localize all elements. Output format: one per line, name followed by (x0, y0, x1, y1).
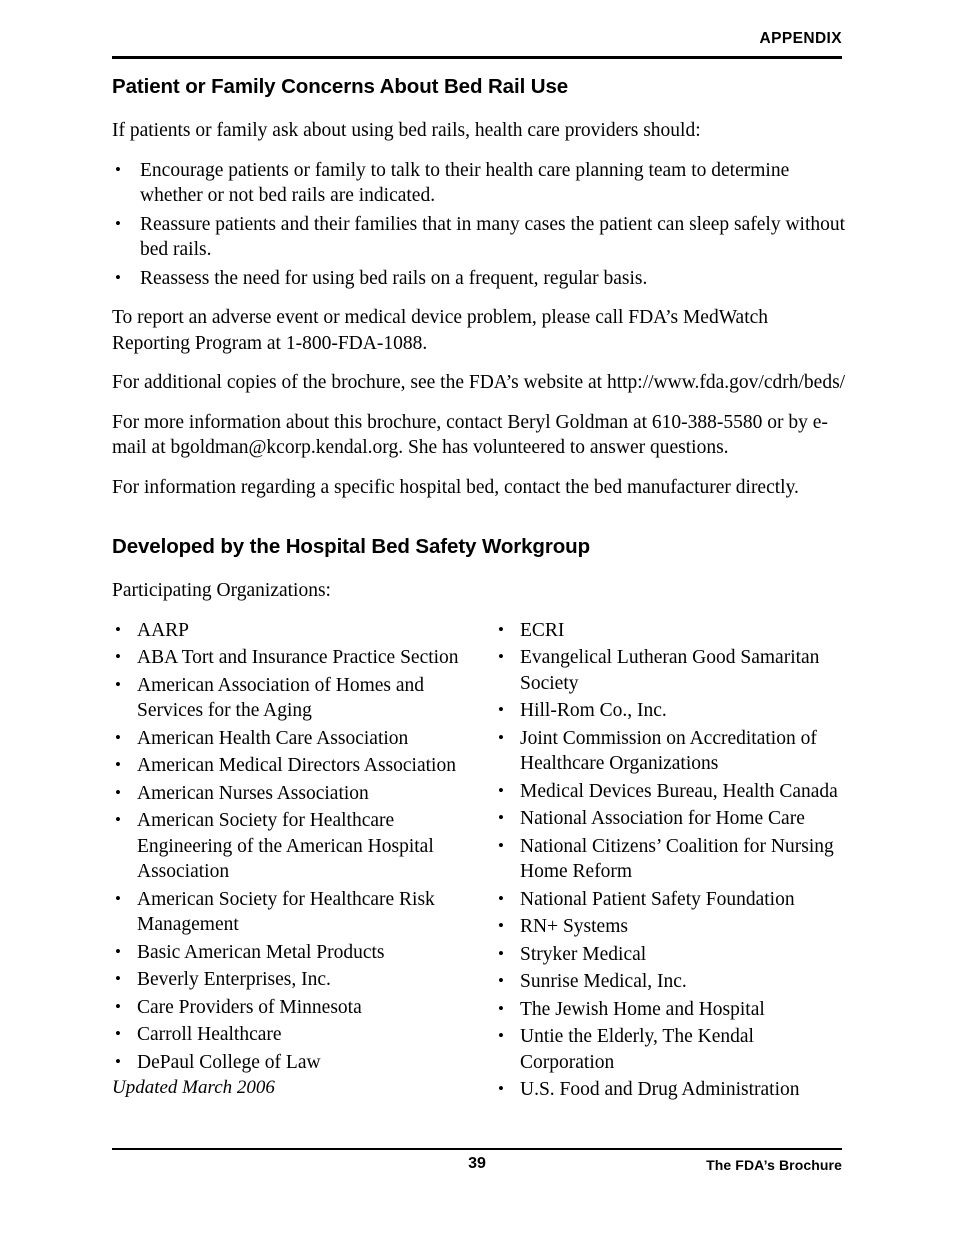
list-item: • American Medical Directors Association (112, 753, 472, 779)
updated-date-note: Updated March 2006 (112, 1077, 275, 1098)
list-item: • DePaul College of Law (112, 1050, 472, 1076)
list-item: • Sunrise Medical, Inc. (495, 969, 850, 995)
list-item: • Joint Commission on Accreditation of Healthcare Organizations (495, 726, 850, 777)
footer-rule (112, 1148, 842, 1150)
list-item: • Reassess the need for using bed rails on a frequent, regular basis. (112, 266, 846, 292)
running-head: APPENDIX (759, 30, 842, 47)
organization-list-right (495, 618, 850, 1103)
list-item: • American Association of Homes and Services for the Aging (112, 673, 472, 724)
list-item: • Basic American Metal Products (112, 940, 472, 966)
bed-rail-guidance-list (112, 158, 846, 292)
list-item: • National Association for Home Care (495, 806, 850, 832)
section-heading-workgroup: Developed by the Hospital Bed Safety Workgroup (112, 535, 590, 558)
list-item: • RN+ Systems (495, 914, 850, 940)
organizations-column-left (112, 618, 472, 1078)
list-item: • Beverly Enterprises, Inc. (112, 967, 472, 993)
list-item: • Carroll Healthcare (112, 1022, 472, 1048)
organizations-column-right (495, 618, 850, 1105)
list-item: • AARP (112, 618, 472, 644)
list-item: • National Citizens’ Coalition for Nursing Home Reform (495, 834, 850, 885)
list-item: • Medical Devices Bureau, Health Canada (495, 779, 850, 805)
page-footer (112, 1155, 842, 1179)
list-item: • American Nurses Association (112, 781, 472, 807)
header-rule (112, 56, 842, 59)
list-item: • American Society for Healthcare Engineering of the American Hospital Association (112, 808, 472, 885)
list-item: • Evangelical Lutheran Good Samaritan Society (495, 645, 850, 696)
list-item: • The Jewish Home and Hospital (495, 997, 850, 1023)
list-item: • American Health Care Association (112, 726, 472, 752)
list-item: • ECRI (495, 618, 850, 644)
section-heading-bed-rail-concerns: Patient or Family Concerns About Bed Rail Use (112, 75, 569, 98)
paragraph-additional-copies: For additional copies of the brochure, see the FDA’s website at http://www.fda.gov/cdrh/beds/ (112, 372, 846, 393)
organization-list-left (112, 618, 472, 1076)
list-item: • U.S. Food and Drug Administration (495, 1077, 850, 1103)
list-item: • Care Providers of Minnesota (112, 995, 472, 1021)
paragraph-bed-manufacturer: For information regarding a specific hospital bed, contact the bed manufacturer directly. (112, 476, 799, 498)
page-number: 39 (468, 1155, 486, 1172)
list-item: • Encourage patients or family to talk to their health care planning team to determine whether or not bed rails are indicated. (112, 158, 846, 209)
list-item: • National Patient Safety Foundation (495, 887, 850, 913)
intro-paragraph-bed-rail-concerns: If patients or family ask about using bed rails, health care providers should: (112, 120, 701, 141)
list-item: • American Society for Healthcare Risk Management (112, 887, 472, 938)
list-item: • Untie the Elderly, The Kendal Corporation (495, 1024, 850, 1075)
list-item: • ABA Tort and Insurance Practice Section (112, 645, 472, 671)
footer-label: The FDA’s Brochure (706, 1157, 842, 1173)
list-item: • Hill-Rom Co., Inc. (495, 698, 850, 724)
paragraph-medwatch-reporting: To report an adverse event or medical device problem, please call FDA’s MedWatch Reporting Program at 1-800-FDA-1088. (112, 307, 769, 354)
list-item: • Stryker Medical (495, 942, 850, 968)
paragraph-more-information: For more information about this brochure, contact Beryl Goldman at 610-388-5580 or by e-mail at bgoldman@kcorp.kendal.org. She has volunteered to answer questions. (112, 411, 828, 458)
list-item: • Reassure patients and their families that in many cases the patient can sleep safely without bed rails. (112, 212, 846, 263)
intro-paragraph-participating-organizations: Participating Organizations: (112, 580, 331, 601)
